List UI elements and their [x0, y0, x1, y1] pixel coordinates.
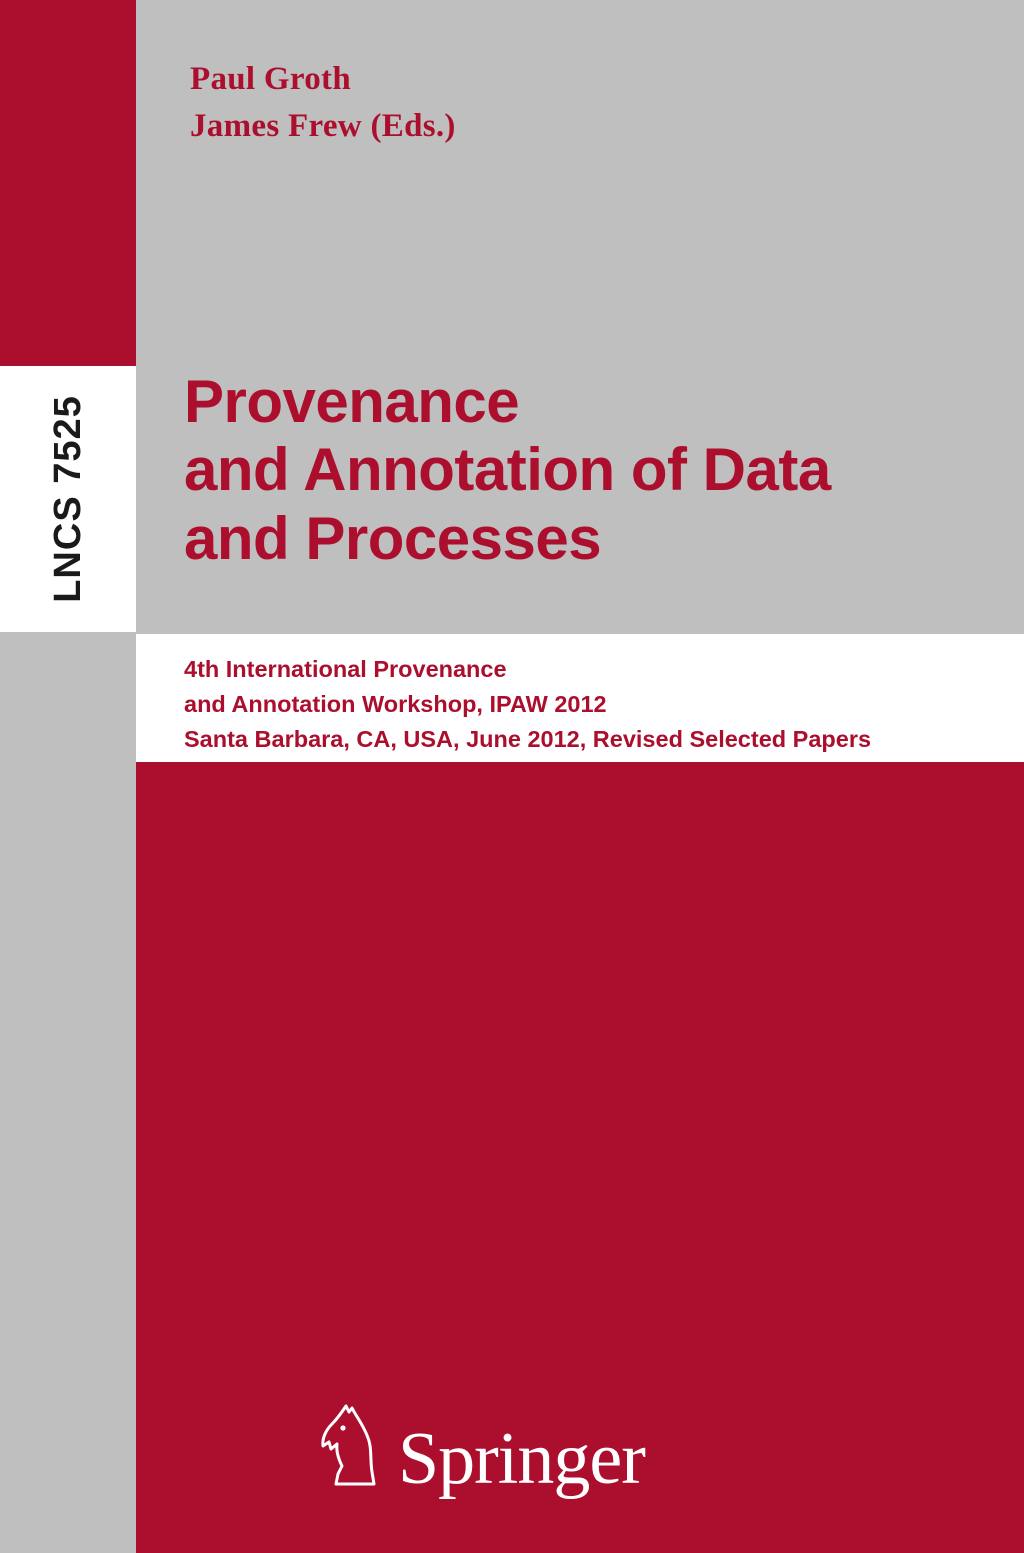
- subtitle-line-3: Santa Barbara, CA, USA, June 2012, Revised Selected Papers: [184, 725, 872, 752]
- publisher-logo: [316, 1402, 645, 1500]
- subtitle-line-1: 4th International Provenance: [184, 656, 507, 682]
- subtitle-line-2: and Annotation Workshop, IPAW 2012: [184, 690, 607, 717]
- cover-lower-red-panel: [136, 762, 1024, 1553]
- title-line-3: and Processes: [184, 504, 602, 572]
- series-number-box: [0, 366, 136, 632]
- subtitle-band: [136, 634, 1024, 762]
- title-line-1: Provenance: [184, 368, 520, 435]
- editors-block: [190, 56, 456, 150]
- springer-knight-icon: [316, 1402, 388, 1493]
- editor-name-1: Paul Groth: [190, 61, 351, 97]
- title-line-2: and Annotation of Data: [184, 436, 831, 504]
- spine-grey-strip: [0, 632, 136, 1553]
- book-subtitle: [184, 652, 871, 756]
- book-title: [184, 368, 974, 573]
- spine-red-strip-top: [0, 0, 136, 366]
- publisher-name: Springer: [398, 1417, 645, 1500]
- series-number-label: LNCS 7525: [46, 395, 89, 603]
- editor-name-2: James Frew (Eds.): [190, 107, 456, 144]
